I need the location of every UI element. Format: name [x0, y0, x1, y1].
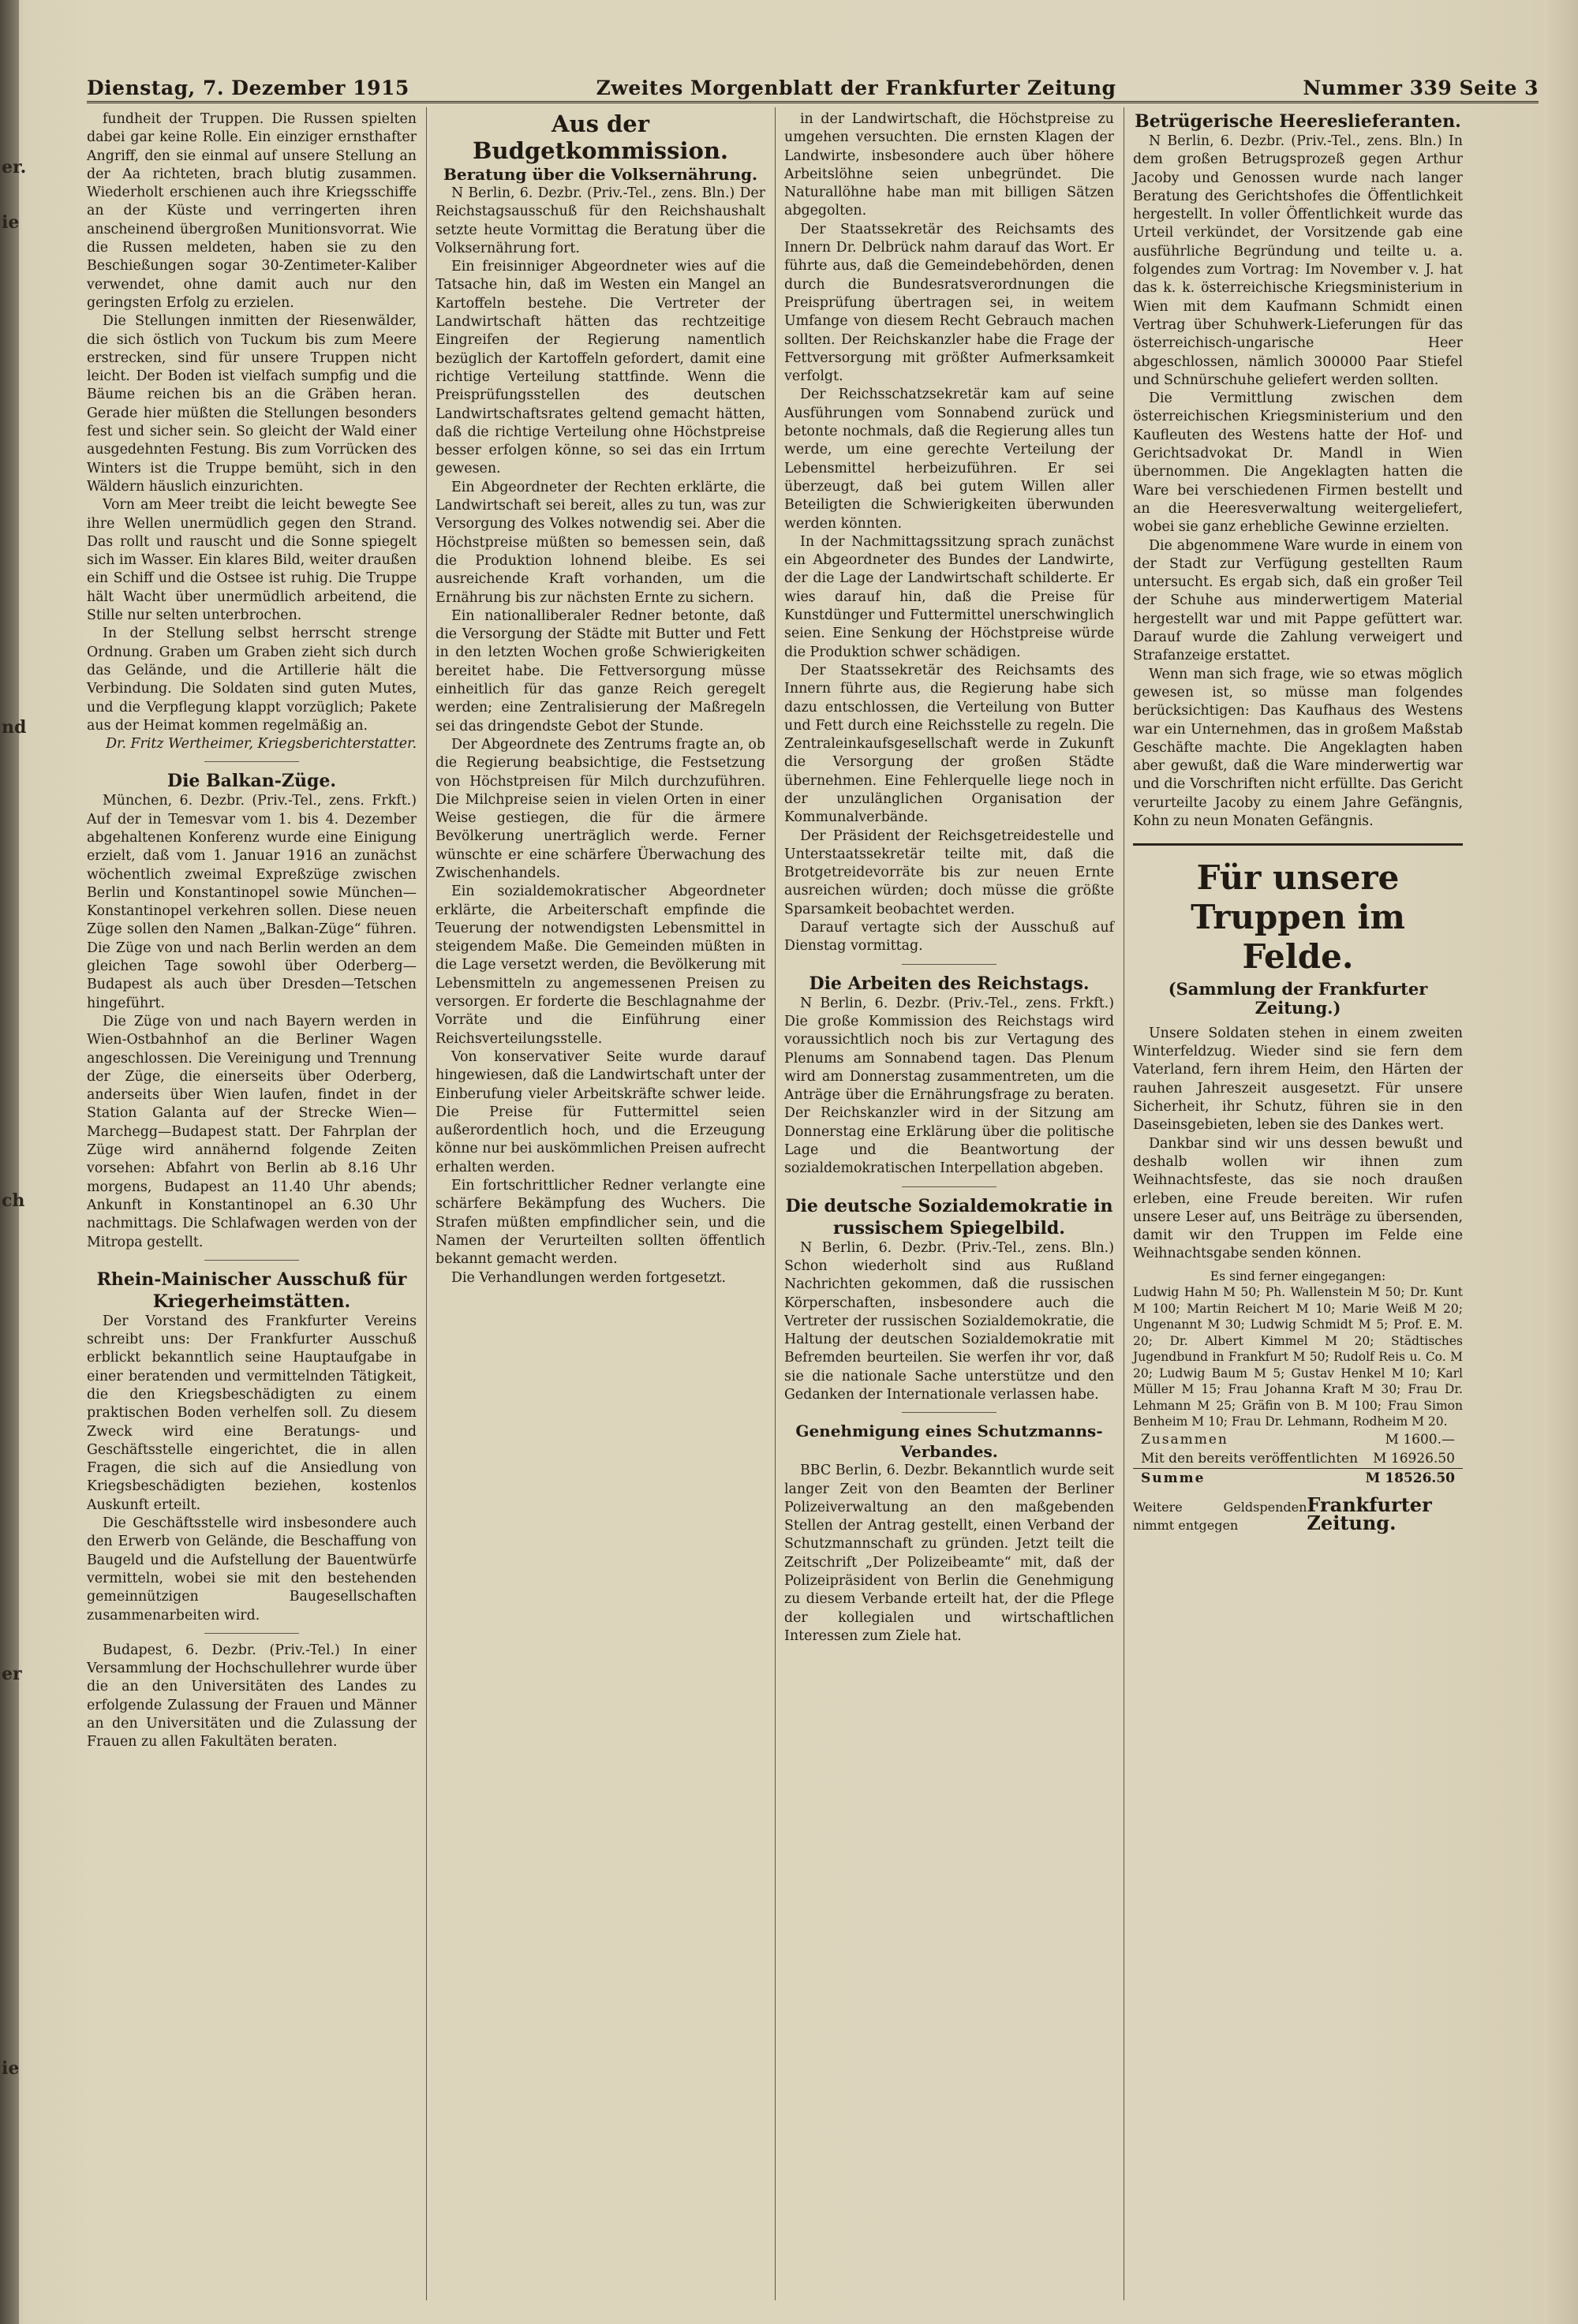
article-paragraph: Die Verhandlungen werden fortgesetzt. [451, 1269, 727, 1286]
article-paragraph: Der Staatssekretär des Reichsamts des Innern Dr. Delbrück nahm darauf das Wort. Er führte aus, daß die Gemeindebehörden, denen durch die Bundesratsverordnungen die Preisprüfung übertragen sei, in weitem Umfange von diesem Recht Gebrauch machen sollten. Der Reichskanzler habe die Frage der Fettversorgung mit größter Aufmerksamkeit verfolgt. [784, 221, 1114, 385]
article-paragraph: Die Geschäftsstelle wird insbesondere auch den Erwerb von Gelände, die Beschaffung von Baugeld und die Aufstellung der Bauentwürfe vermitteln, wobei sie mit den bestehenden gemeinnützigen Baugesellschaften zusammenarbeiten wird. [87, 1515, 417, 1623]
article-paragraph: Die Züge von und nach Bayern werden in Wien-Ostbahnhof an die Berliner Wagen angeschlossen. Die Vereinigung und Trennung der Züge, die einerseits über Oderberg, anderseits über Wien laufen, findet in der Station Galanta auf der Strecke Wien—Marchegg—Budapest statt. Der Fahrplan der Züge wird annähernd folgende Zeiten vorsehen: Abfahrt von Berlin ab 8.16 Uhr morgens, Budapest an 11.40 Uhr abends; Ankunft in Konstantinopel an 6.30 Uhr nachmittags. Die Schlafwagen werden von der Mitropa gestellt. [87, 1013, 417, 1250]
sum-label: Mit den bereits veröffentlichten [1141, 1450, 1359, 1467]
article-headline-balkan: Die Balkan-Züge. [166, 771, 337, 792]
divider [902, 1412, 997, 1413]
article-paragraph: Ein freisinniger Abgeordneter wies auf die Tatsache hin, daß im Westen ein Mangel an Kartoffeln bestehe. Die Vertreter der Landwirtschaft hätten das rechtzeitige Eingreifen der Regierung namentlich bezüglich der Kartoffeln gefordert, damit eine richtige Verteilung stattfinde. Wenn die Preisprüfungsstellen des deutschen Landwirtschaftsrates geltend gemacht hätten, daß die richtige Verteilung ohne Höchstpreise besser erfolgen könne, so sei das ein Irrtum gewesen. [436, 259, 765, 477]
article-paragraph: Ein fortschrittlicher Redner verlangte eine schärfere Bekämpfung des Wuchers. Die Strafen müßten empfindlicher sein, und die Namen der Verurteilten sollten öffentlich bekannt gemacht werden. [436, 1178, 765, 1268]
sum-value: M 18526.50 [1365, 1470, 1455, 1486]
article-paragraph: N Berlin, 6. Dezbr. (Priv.-Tel., zens. Frkft.) Die große Kommission des Reichstags wird voraussichtlich noch bis zur Vertagung des Plenums am Sonnabend tagen. Das Plenum wird am Donnerstag zusammentreten, um die Anträge über die Ernährungsfrage zu beraten. Der Reichskanzler wird in der Sitzung am Donnerstag eine Erklärung über die politische Lage und die Beantwortung der sozialdemokratischen Interpellation abgeben. [784, 995, 1114, 1177]
article-headline-rhein: Rhein-Mainischer Ausschuß für Kriegerheimstätten. [96, 1268, 407, 1312]
article-paragraph: in der Landwirtschaft, die Höchstpreise zu umgehen versuchten. Die ernsten Klagen der Landwirte, insbesondere auch über höhere Arbeitslöhne seien unbegründet. Die Naturallöhne habe man mit billigen Sätzen abgegolten. [784, 111, 1114, 219]
article-signature: Dr. Fritz Wertheimer, Kriegsberichterstatter. [106, 736, 417, 753]
article-headline-reichstag: Die Arbeiten des Reichstags. [809, 973, 1090, 994]
article-paragraph: Der Abgeordnete des Zentrums fragte an, ob die Regierung beabsichtige, die Festsetzung von Höchstpreisen für Milch durchzuführen. Die Milchpreise seien in vielen Orten in einer Weise gestiegen, die für die ärmere Bevölkerung unerträglich werde. Ferner wünschte er eine schärfere Überwachung des Zwischenhandels. [436, 736, 765, 881]
sum-value: M 16926.50 [1373, 1450, 1455, 1467]
article-headline-budget: Aus der Budgetkommission. [472, 110, 728, 164]
article-paragraph: Ein Abgeordneter der Rechten erklärte, die Landwirtschaft sei bereit, alles zu tun, was zur Versorgung des Volkes notwendig sei. Aber die Höchstpreise müßten so bemessen sein, daß die Produktion lohnend bleibe. Es sei ausreichende Kraft vorhanden, um die Ernährung bis zur nächsten Ernte zu sichern. [436, 479, 765, 606]
article-paragraph: N Berlin, 6. Dezbr. (Priv.-Tel., zens. Bln.) Schon wiederholt sind aus Rußland Nachrichten gekommen, daß die russischen Körperschaften, insbesondere auch die Vertreter der russischen Sozialdemokratie, die Haltung der deutschen Sozialdemokratie mit Befremden beurteilen. Sie werfen ihr vor, daß sie die nationale Sache unterstütze und den Gedanken der Internationale verlassen habe. [784, 1239, 1114, 1403]
donation-paragraph: Unsere Soldaten stehen in einem zweiten Winterfeldzug. Wieder sind sie fern dem Vaterland, fern ihrem Heim, den Härten der rauhen Jahreszeit ausgesetzt. Für unsere Sicherheit, ihr Schutz, führen sie in den Daseinsgebieten, leben sie des Dankes wert. [1133, 1025, 1463, 1134]
article-paragraph: München, 6. Dezbr. (Priv.-Tel., zens. Frkft.) Auf der in Temesvar vom 1. bis 4. Dezember abgehaltenen Konferenz wurde eine Einigung erzielt, daß vom 1. Januar 1916 an zunächst wöchentlich zweimal Expreßzüge zwischen Berlin und Konstantinopel sowie München—Konstantinopel verkehren sollen. Diese neuen Züge sollen den Namen „Balkan-Züge“ führen. Die Züge von und nach Berlin werden an dem gleichen Tage sowohl über Oderberg—Budapest als auch über Dresden—Tetschen hingeführt. [87, 793, 417, 1011]
gutter-fragment: er [2, 1664, 22, 1684]
gutter-fragment: ch [2, 1190, 25, 1211]
article-subheadline: Beratung über die Volksernährung. [443, 165, 758, 184]
article-headline-schutzmann: Genehmigung eines Schutzmanns-Verbandes. [795, 1422, 1103, 1462]
header-edition: Zweites Morgenblatt der Frankfurter Zeitung [596, 77, 1116, 99]
article-paragraph: Budapest, 6. Dezbr. (Priv.-Tel.) In einer Versammlung der Hochschullehrer wurde über die an den Universitäten des Landes zu erfolgende Zulassung der Frauen und Männer an den Universitäten und die Zulassung der Frauen zu allen Fakultäten beraten. [87, 1642, 417, 1750]
article-paragraph: In der Stellung selbst herrscht strenge Ordnung. Graben um Graben zieht sich durch das Gelände, und die Artillerie hält die Verbindung. Die Soldaten sind guten Mutes, und die Verpflegung klappt vorzüglich; Pakete aus der Heimat kommen regelmäßig an. [87, 626, 417, 734]
header-rule [87, 101, 1539, 103]
article-headline-heereslieferanten: Betrügerische Heereslieferanten. [1135, 111, 1461, 132]
article-paragraph: Wenn man sich frage, wie so etwas möglich gewesen ist, so müsse man folgendes berücksichtigen: Das Kaufhaus des Westens war ein Unternehmen, das in großem Maßstab Geschäfte machte. Die Angeklagten haben aber gewußt, daß die Ware minderwertig war und die Vorschriften nicht erfüllte. Das Gericht verurteilte Jacoby zu einem Jahre Gefängnis, Kohn zu neun Monaten Gefängnis. [1133, 666, 1463, 829]
header-date: Dienstag, 7. Dezember 1915 [87, 77, 409, 99]
gutter-fragment: ie [2, 212, 20, 233]
gutter-fragment: nd [2, 717, 27, 738]
article-paragraph: BBC Berlin, 6. Dezbr. Bekanntlich wurde seit langer Zeit von den Beamten der Berliner Polizeiverwaltung an den maßgebenden Stellen der Antrag gestellt, einen Verband der Schutzmannschaft zu gründen. Jetzt teilt die Zeitschrift „Der Polizeibeamte“ mit, daß der Polizeipräsident von Berlin die Genehmigung zu diesem Verbande erteilt hat, der die Pflege der kollegialen und wirtschaftlichen Interessen zum Ziele hat. [784, 1463, 1114, 1644]
column-4 [1133, 110, 1463, 2288]
article-paragraph: Die Stellungen inmitten der Riesenwälder, die sich östlich von Tuckum bis zum Meere erstrecken, sind für unsere Truppen nicht leicht. Der Boden ist vielfach sumpfig und die Bäume reichen bis an die Gräben heran. Gerade hier müßten die Stellungen besonders fest und sicher sein. So gleicht der Wald einer ausgedehnten Festung. Bis zum Vorrücken des Winters ist die Truppe bemüht, sich in den Wäldern häuslich einzurichten. [87, 313, 417, 495]
divider [204, 1260, 299, 1261]
divider [204, 761, 299, 762]
article-paragraph: Der Vorstand des Frankfurter Vereins schreibt uns: Der Frankfurter Ausschuß erblickt bekanntlich seine Hauptaufgabe in einer beratenden und vermittelnden Tätigkeit, die den Kriegsbeschädigten zu einem praktischen Boden verhelfen soll. Zu diesem Zweck wird eine Beratungs- und Geschäftsstelle eingerichtet, die in allen Fragen, die sich auf die Ansiedlung von Kriegsbeschädigten beziehen, kostenlos Auskunft erteilt. [87, 1313, 417, 1513]
donation-footer [1133, 1493, 1463, 1535]
sum-row [1133, 1430, 1463, 1449]
donation-box-title: Für unsere Truppen im Felde. [1191, 858, 1405, 977]
article-paragraph: N Berlin, 6. Dezbr. (Priv.-Tel., zens. Bln.) In dem großen Betrugsprozeß gegen Arthur Jacoby und Genossen wurde nach langer Beratung des Gerichtshofes die Öffentlichkeit hergestellt. In voller Öffentlichkeit wurde das Urteil verkündet, der Vorsitzende gab eine ausführliche Begründung und teilte u. a. folgendes zum Vortrag: Im November v. J. hat das k. k. österreichische Kriegsministerium in Wien mit dem Kaufmann Schmidt einen Vertrag über Schuhwerk-Lieferungen für das österreichisch-ungarische Heer abgeschlossen, nämlich 300000 Paar Stiefel und Schnürschuhe geliefert werden sollten. [1133, 133, 1463, 388]
donation-paragraph: Dankbar sind wir uns dessen bewußt und deshalb wollen wir ihnen zum Weihnachtsfeste, das sie noch draußen erleben, eine Freude bereiten. Wir rufen unsere Leser auf, uns Beiträge zu übersenden, damit wir den Truppen im Felde eine Weihnachtsgabe senden können. [1133, 1135, 1463, 1262]
column-2 [436, 110, 765, 2288]
article-paragraph: Der Staatssekretär des Reichsamts des Innern führte aus, die Regierung habe sich dazu entschlossen, die Verteilung von Butter und Fett durch eine Reichsstelle zu regeln. Die Zentraleinkaufsgesellschaft werde in Zukunft die Versorgung der großen Städte übernehmen. Eine Fehlerquelle liege noch in der unzulänglichen Organisation der Kommunalverbände. [784, 662, 1114, 826]
article-paragraph: Die Vermittlung zwischen dem österreichischen Kriegsministerium und den Kaufleuten des Westens hatte der Hof- und Gerichtsadvokat Dr. Mandl in Wien übernommen. Die Angeklagten hatten die Ware bei verschiedenen Firmen bestellt und an die Heeresverwaltung weitergeliefert, wobei sie ganz erhebliche Gewinne erzielten. [1133, 390, 1463, 536]
sum-row [1133, 1449, 1463, 1468]
column-rule [775, 107, 776, 2300]
article-paragraph: Von konservativer Seite wurde darauf hingewiesen, daß die Landwirtschaft unter der Einberufung vieler Arbeitskräfte schwer leide. Die Preise für Futtermittel seien außerordentlich hoch, und die Erzeugung könne nur bei auskömmlichen Preisen aufrecht erhalten werden. [436, 1048, 765, 1175]
divider [204, 1633, 299, 1634]
donation-footer-brand: Frankfurter Zeitung. [1307, 1493, 1432, 1535]
donation-box [1133, 843, 1463, 1534]
header-number: Nummer 339 Seite 3 [1303, 77, 1539, 99]
article-paragraph: Der Präsident der Reichsgetreidestelle und Unterstaatssekretär teilte mit, daß die Brotgetreidevorräte bis zur neuen Ernte ausreichen würden; doch müsse die größte Sparsamkeit beobachtet werden. [784, 828, 1114, 917]
column-rule [426, 107, 427, 2300]
article-headline-sozialdemokratie: Die deutsche Sozialdemokratie in russischem Spiegelbild. [785, 1195, 1113, 1239]
article-paragraph: Vorn am Meer treibt die leicht bewegte See ihre Wellen unermüdlich gegen den Strand. Das rollt und rauscht und die Sonne spiegelt sich im Wasser. Ein klares Bild, weiter draußen ein Schiff und die Ostsee ist ruhig. Die Truppe hält Wacht über unermüdlich arbeitend, die Stille nur selten unterbrochen. [87, 497, 417, 624]
article-paragraph: fundheit der Truppen. Die Russen spielten dabei gar keine Rolle. Ein einziger ernsthafter Angriff, den sie einmal auf unsere Stellung an der Aa richteten, brach blutig zusammen. Wiederholt erschienen auch ihre Kriegsschiffe an der Küste und verringerten ihren anscheinend übergroßen Munitionsvorrat. Wie die Russen meldeten, haben sie zu den Beschießungen sogar 30-Zentimeter-Kaliber verwendet, ohne damit auch nur den geringsten Erfolg zu erzielen. [87, 111, 417, 311]
sum-value: M 1600.— [1385, 1431, 1455, 1448]
binding-gutter [0, 0, 27, 2324]
article-paragraph: In der Nachmittagssitzung sprach zunächst ein Abgeordneter des Bundes der Landwirte, der die Lage der Landwirtschaft schilderte. Er wies darauf hin, daß die Preise für Kunstdünger und Futtermittel unerschwinglich seien. Eine Senkung der Höchstpreise würde die Produktion schwer schädigen. [784, 533, 1114, 660]
article-paragraph: Darauf vertagte sich der Ausschuß auf Dienstag vormittag. [784, 920, 1114, 955]
gutter-fragment: er. [2, 157, 27, 177]
donation-footer-note: Weitere Geldspenden nimmt entgegen [1133, 1499, 1307, 1534]
donors-label: Es sind ferner eingegangen: [1210, 1268, 1386, 1283]
donation-box-subtitle: (Sammlung der Frankfurter Zeitung.) [1168, 979, 1428, 1018]
divider [902, 964, 997, 965]
donor-list: Ludwig Hahn M 50; Ph. Wallenstein M 50; Dr. Kunt M 100; Martin Reichert M 10; Marie Weiß M 20; Ungenannt M 30; Ludwig Schmidt M 5; Prof. E. M. 20; Dr. Albert Kimmel M 20; Städtisches Jugendbund in Frankfurt M 50; Rudolf Reis u. Co. M 20; Ludwig Baum M 5; Gustav Henkel M 10; Karl Müller M 15; Frau Johanna Kraft M 30; Frau Dr. Lehmann M 25; Gräfin von B. M 100; Frau Simon Benheim M 10; Frau Dr. Lehmann, Rodheim M 20. [1133, 1285, 1463, 1429]
article-paragraph: Ein nationalliberaler Redner betonte, daß die Versorgung der Städte mit Butter und Fett in den letzten Wochen große Schwierigkeiten bereitet habe. Die Fettversorgung müsse einheitlich für das ganze Reich geregelt werden; eine Zentralisierung der Maßregeln sei das dringendste Gebot der Stunde. [436, 607, 765, 734]
sum-label: Summe [1141, 1470, 1206, 1486]
sum-label: Zusammen [1141, 1431, 1228, 1448]
column-1 [87, 110, 417, 2288]
page-header [87, 68, 1539, 99]
gutter-fragment: ie [2, 2058, 20, 2079]
article-paragraph: N Berlin, 6. Dezbr. (Priv.-Tel., zens. Bln.) Der Reichstagsausschuß für den Reichshaushalt setzte heute Vormittag die Beratung über die Volksernährung fort. [436, 185, 765, 256]
divider [902, 1186, 997, 1187]
article-paragraph: Der Reichsschatzsekretär kam auf seine Ausführungen vom Sonnabend zurück und betonte nochmals, daß die Regierung alles tun werde, um eine gerechte Verteilung der Lebensmittel herbeizuführen. Er sei überzeugt, daß bei gutem Willen aller Beteiligten die Schwierigkeiten überwunden werden könnten. [784, 387, 1114, 532]
article-paragraph: Ein sozialdemokratischer Abgeordneter erklärte, die Arbeiterschaft empfinde die Teuerung der notwendigsten Lebensmittel in steigendem Maße. Die Gemeinden müßten in die Lage versetzt werden, die Bevölkerung mit Lebensmitteln zu angemessenen Preisen zu versorgen. Er forderte die Beschlagnahme der Vorräte und die Einführung einer Reichsverteilungsstelle. [436, 884, 765, 1047]
column-3 [784, 110, 1114, 2288]
sum-row-total [1133, 1468, 1463, 1488]
article-paragraph: Die abgenommene Ware wurde in einem von der Stadt zur Verfügung gestellten Raum untersucht. Es ergab sich, daß ein großer Teil der Schuhe aus minderwertigem Material hergestellt war und mit Pappe gefüttert war. Darauf wurde die Zahlung verweigert und Strafanzeige erstattet. [1133, 537, 1463, 664]
